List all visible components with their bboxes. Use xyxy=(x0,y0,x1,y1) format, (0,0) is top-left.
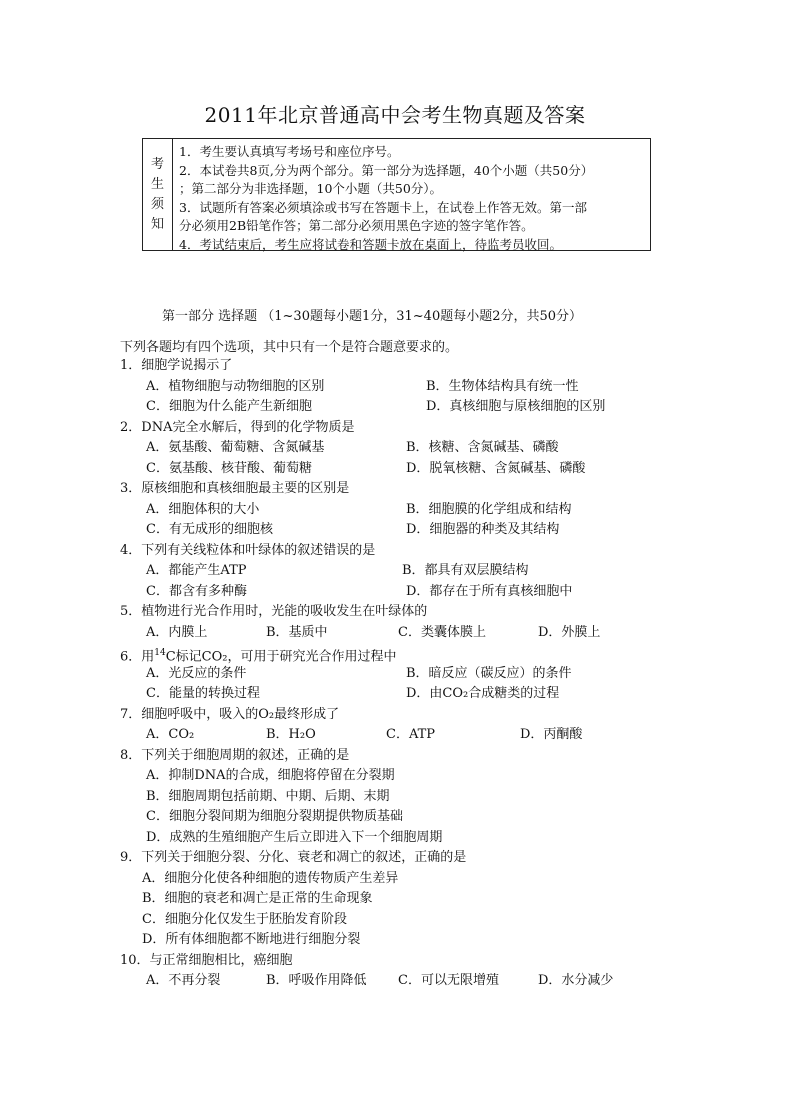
option: D．脱氧核糖、含氮碱基、磷酸 xyxy=(406,460,586,476)
notice-label xyxy=(143,139,173,250)
option: C．可以无限增殖 xyxy=(398,973,499,988)
option: C．细胞为什么能产生新细胞 xyxy=(146,399,312,414)
option: D．都存在于所有真核细胞中 xyxy=(406,583,573,599)
option: D．所有体细胞都不断地进行细胞分裂 xyxy=(142,932,361,947)
option: A．植物细胞与动物细胞的区别 xyxy=(146,378,325,394)
option: A．抑制DNA的合成，细胞将停留在分裂期 xyxy=(146,768,395,783)
option: D．真核细胞与原核细胞的区别 xyxy=(426,399,606,414)
option: A．光反应的条件 xyxy=(146,665,247,681)
notice-line: 分必须用2B铅笔作答；第二部分必须用黑色字迹的签字笔作答。 xyxy=(179,218,534,234)
notice-label-char: 须 xyxy=(150,196,164,212)
section-heading: 第一部分 选择题 （1~30题每小题1分，31~40题每小题2分，共50分） xyxy=(162,309,583,324)
notice-label-char: 知 xyxy=(150,216,164,232)
stem-text: C标记CO₂，可用于研究光合作用过程中 xyxy=(165,649,397,665)
notice-line: 1．考生要认真填写考场号和座位序号。 xyxy=(179,144,400,159)
question xyxy=(120,746,740,849)
question xyxy=(120,705,740,746)
question xyxy=(120,848,740,951)
question xyxy=(120,602,740,643)
question-stem: 4．下列有关线粒体和叶绿体的叙述错误的是 xyxy=(120,542,376,558)
option: D．成熟的生殖细胞产生后立即进入下一个细胞周期 xyxy=(146,829,443,845)
option: A．都能产生ATP xyxy=(146,563,247,578)
option: C．有无成形的细胞核 xyxy=(146,522,273,537)
option: C．细胞分裂间期为细胞分裂期提供物质基础 xyxy=(146,809,403,824)
option: B．暗反应（碳反应）的条件 xyxy=(406,665,572,681)
option: C．细胞分化仅发生于胚胎发育阶段 xyxy=(142,911,347,927)
question-stem: 7．细胞呼吸中，吸入的O₂最终形成了 xyxy=(120,706,340,722)
option: C．类囊体膜上 xyxy=(398,624,486,640)
option: D．细胞器的种类及其结构 xyxy=(406,522,560,537)
option: B．细胞的衰老和凋亡是正常的生命现象 xyxy=(142,891,373,906)
option: C．氨基酸、核苷酸、葡萄糖 xyxy=(146,460,312,476)
option: A．不再分裂 xyxy=(146,973,221,988)
question-stem: 8．下列关于细胞周期的叙述，正确的是 xyxy=(120,747,350,763)
section-instructions: 下列各题均有四个选项，其中只有一个是符合题意要求的。 xyxy=(120,340,459,355)
question xyxy=(120,479,740,541)
notice-label-char: 考 xyxy=(150,156,164,172)
option: B．呼吸作用降低 xyxy=(266,973,367,988)
option: A．细胞体积的大小 xyxy=(146,501,260,517)
exam-notice-box xyxy=(142,138,651,251)
option: A．内膜上 xyxy=(146,624,208,640)
question-stem: 2．DNA完全水解后，得到的化学物质是 xyxy=(120,419,355,435)
question-stem: 3．原核细胞和真核细胞最主要的区别是 xyxy=(120,481,350,496)
question-stem xyxy=(120,643,740,664)
question xyxy=(120,951,740,992)
isotope-superscript: 14 xyxy=(154,648,166,658)
option: B．核糖、含氮碱基、磷酸 xyxy=(406,440,559,455)
option: C．都含有多种酶 xyxy=(146,583,247,599)
option: D．由CO₂合成糖类的过程 xyxy=(406,686,560,701)
option: B．生物体结构具有统一性 xyxy=(426,378,579,394)
notice-line: 2．本试卷共8页,分为两个部分。第一部分为选择题，40个小题（共50分） xyxy=(179,162,594,178)
notice-line: 3．试题所有答案必须填涂或书写在答题卡上，在试卷上作答无效。第一部 xyxy=(179,199,587,215)
option: A．氨基酸、葡萄糖、含氮碱基 xyxy=(146,440,325,455)
option: A．CO₂ xyxy=(146,727,195,742)
option: D．丙酮酸 xyxy=(520,727,583,742)
option: A．细胞分化使各种细胞的遗传物质产生差异 xyxy=(142,870,399,886)
notice-text xyxy=(173,139,650,250)
question-stem: 9．下列关于细胞分裂、分化、衰老和凋亡的叙述，正确的是 xyxy=(120,850,467,865)
option: B．细胞周期包括前期、中期、后期、末期 xyxy=(146,788,390,804)
notice-line: ；第二部分为非选择题，10个小题（共50分）。 xyxy=(179,181,443,197)
option: B．都具有双层膜结构 xyxy=(402,563,529,578)
question xyxy=(120,418,740,480)
question-stem: 10．与正常细胞相比，癌细胞 xyxy=(120,952,293,968)
option: D．外膜上 xyxy=(538,624,601,640)
question xyxy=(120,356,740,418)
question xyxy=(120,541,740,603)
option: B．H₂O xyxy=(266,727,316,742)
question-list xyxy=(120,356,740,992)
question-stem: 5．植物进行光合作用时，光能的吸收发生在叶绿体的 xyxy=(120,604,428,619)
option: B．细胞膜的化学组成和结构 xyxy=(406,501,572,517)
question-stem: 1．细胞学说揭示了 xyxy=(120,358,233,373)
page-title: 2011年北京普通高中会考生物真题及答案 xyxy=(204,103,586,127)
option: D．水分减少 xyxy=(538,973,614,988)
option: C．ATP xyxy=(386,727,436,742)
option: B．基质中 xyxy=(266,624,328,640)
stem-text: 6．用 xyxy=(120,649,155,665)
notice-label-char: 生 xyxy=(150,176,164,192)
notice-line: 4．考试结束后，考生应将试卷和答题卡放在桌面上，待监考员收回。 xyxy=(179,236,562,252)
question xyxy=(120,643,740,705)
option: C．能量的转换过程 xyxy=(146,686,260,701)
